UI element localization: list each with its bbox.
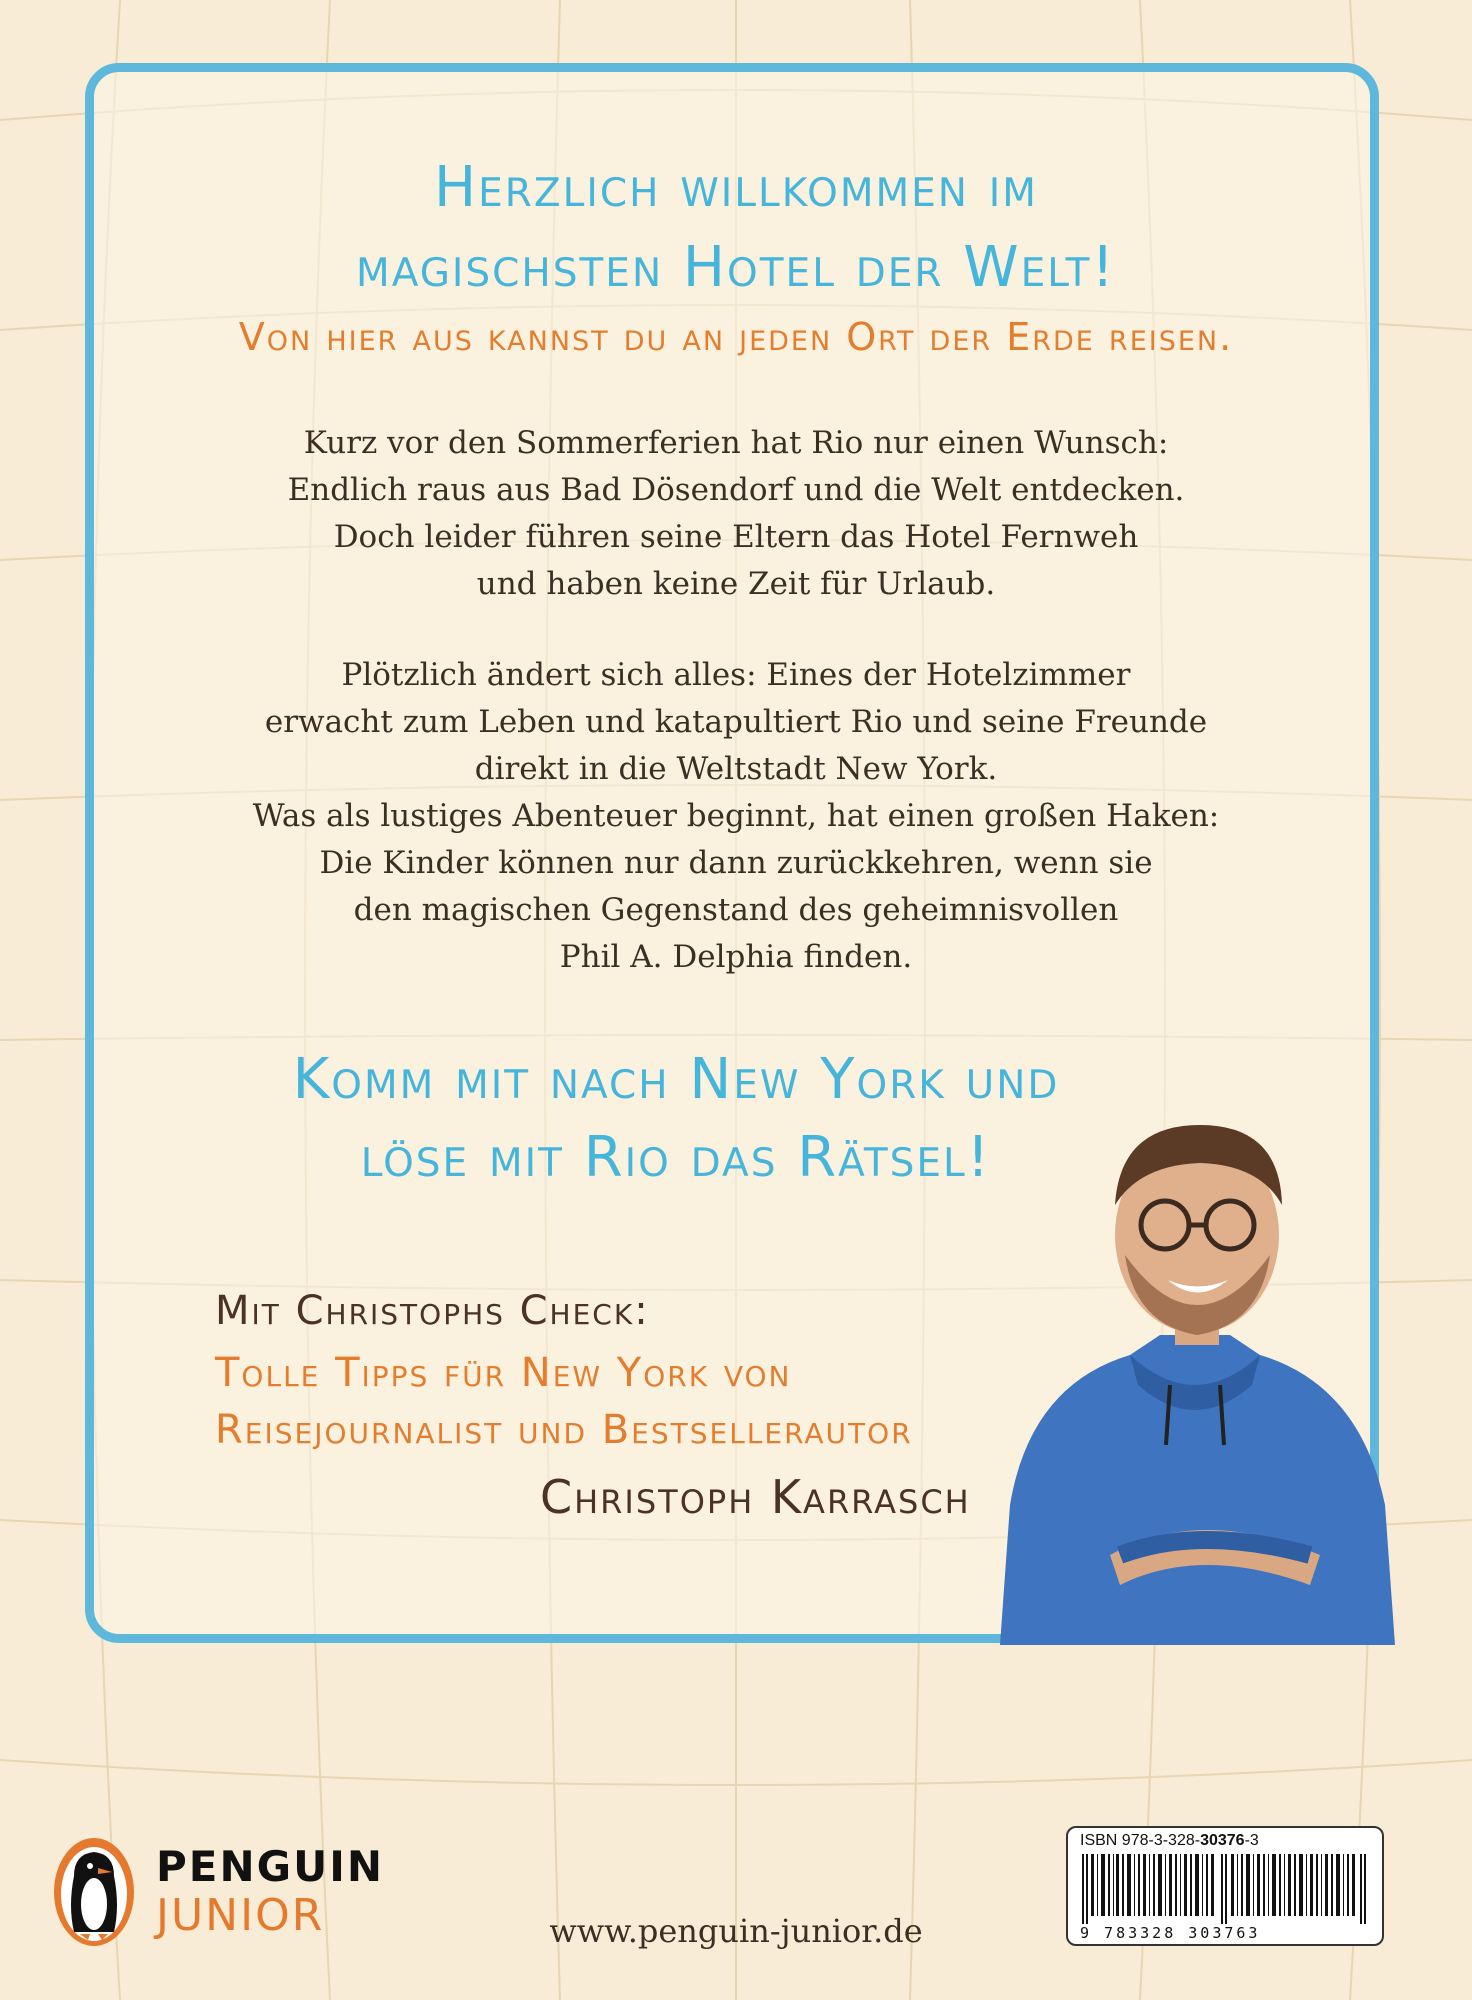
blurb-line: Endlich raus aus Bad Dösendorf und die Welt entdecken. (287, 472, 1185, 508)
blurb-line: direkt in die Weltstadt New York. (474, 751, 998, 787)
headline-line-1: Herzlich willkommen im (434, 155, 1038, 220)
tagline: Von hier aus kannst du an jeden Ort der Erde reisen. (238, 315, 1234, 359)
author-photo (990, 1085, 1400, 1645)
callout-line-1: Komm mit nach New York und (292, 1047, 1060, 1112)
check-description-line: Tolle Tipps für New York von (215, 1350, 792, 1396)
check-description-line: Reisejournalist und Bestsellerautor (215, 1407, 913, 1453)
blurb-line: Doch leider führen seine Eltern das Hotel Fernweh (333, 519, 1139, 555)
barcode-icon (1078, 1854, 1374, 1924)
headline-line-2: magischsten Hotel der Welt! (356, 235, 1116, 300)
blurb-line: und haben keine Zeit für Urlaub. (476, 566, 996, 602)
check-description (215, 1345, 913, 1459)
isbn-barcode (1066, 1826, 1384, 1946)
blurb-line: den magischen Gegenstand des geheimnisvollen (353, 892, 1119, 928)
publisher-name-line-2: JUNIOR (156, 1890, 325, 1941)
author-name: Christoph Karrasch (540, 1470, 971, 1524)
blurb-line: Plötzlich ändert sich alles: Eines der Hotelzimmer (341, 657, 1131, 693)
check-label: Mit Christophs Check: (215, 1288, 650, 1334)
blurb-line: Kurz vor den Sommerferien hat Rio nur einen Wunsch: (303, 425, 1169, 461)
blurb-line: Phil A. Delphia finden. (559, 939, 913, 975)
publisher-website: www.penguin-junior.de (549, 1912, 923, 1950)
barcode-digits: 9 783328 303763 (1080, 1924, 1261, 1942)
callout-line-2: löse mit Rio das Rätsel! (360, 1125, 992, 1190)
publisher-name-line-1: PENGUIN (156, 1842, 384, 1891)
blurb-line: Was als lustiges Abenteuer beginnt, hat einen großen Haken: (252, 798, 1220, 834)
blurb-line: erwacht zum Leben und katapultiert Rio und seine Freunde (264, 704, 1208, 740)
blurb-line: Die Kinder können nur dann zurückkehren, wenn sie (319, 845, 1153, 881)
isbn-label: ISBN 978-3-328-30376-3 (1080, 1832, 1259, 1849)
